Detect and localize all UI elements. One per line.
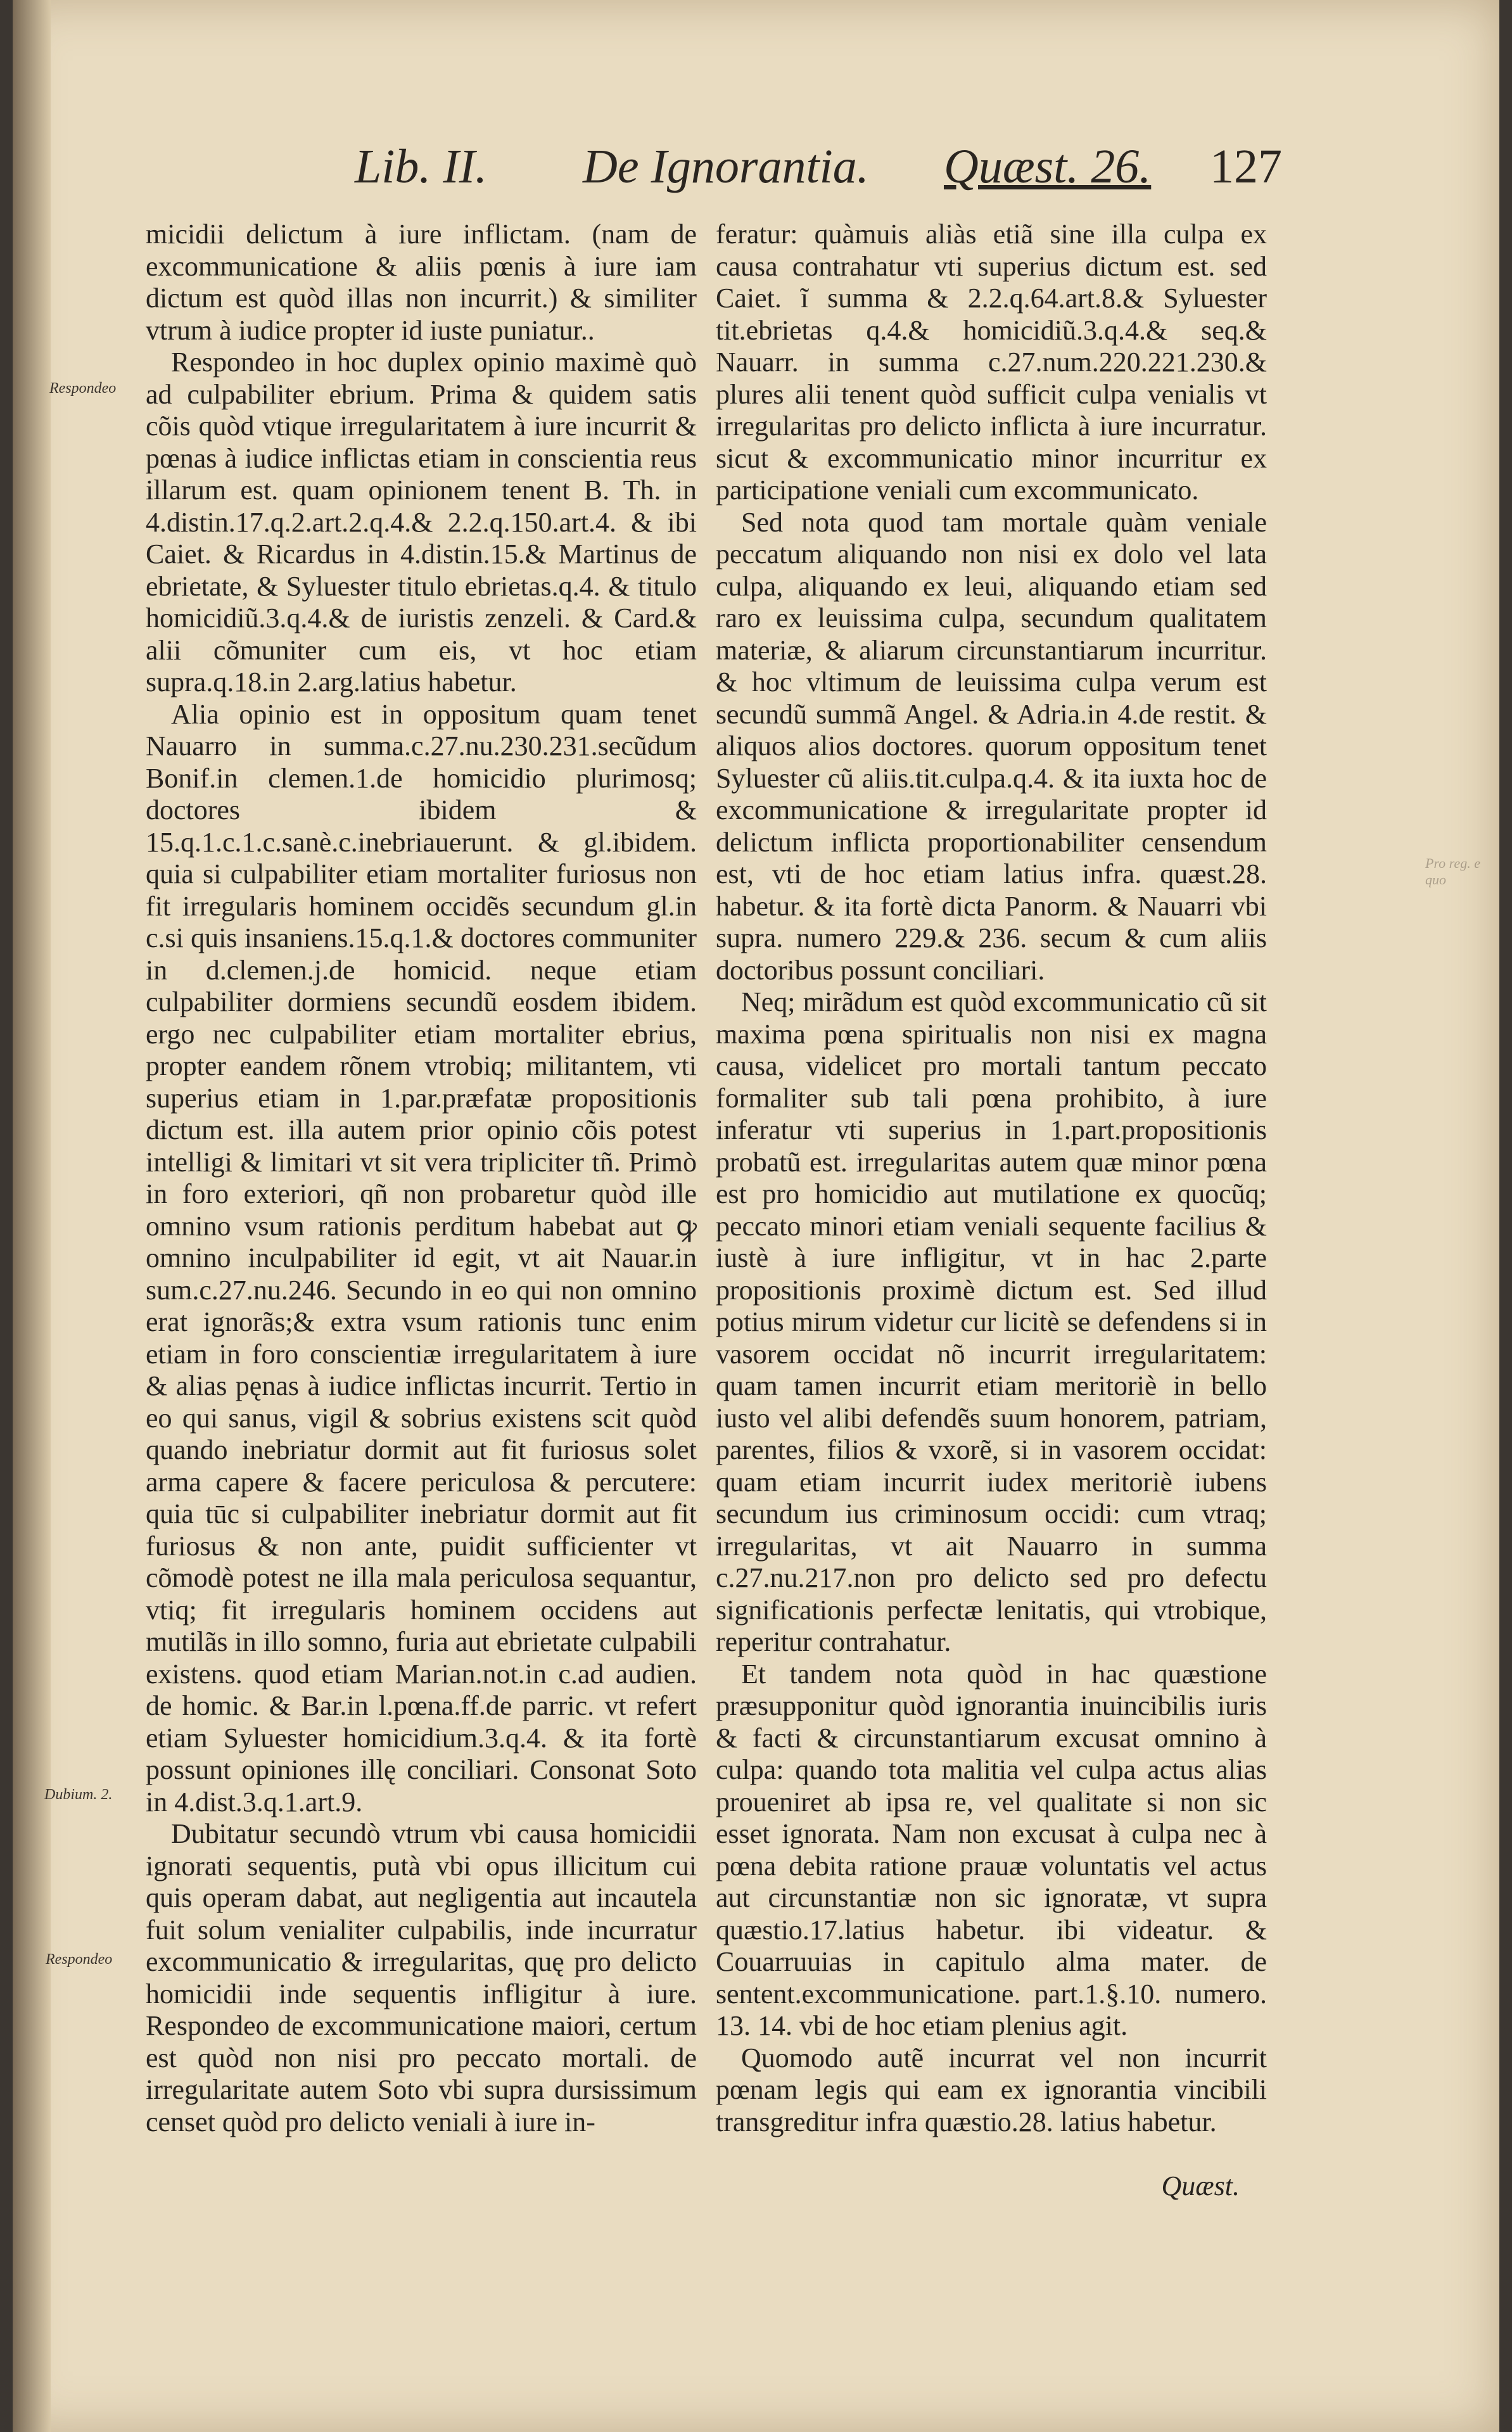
paragraph: Respondeo in hoc duplex opinio maximè quò ad culpabiliter ebrium. Prima & quidem satis cõis quòd vtique irregularitatem à iure incurrit & pœnas à iudice inflictas etiam in conscientia reus illarum est. quam opinionem tenent B. Th. in 4.distin.17.q.2.art.2.q.4.& 2.2.q.150.art.4. & ibi Caiet. & Ricardus in 4.distin.15.& Martinus de ebrietate, & Syluester titulo ebrietas.q.4. & titulo homicidiũ.3.q.4.& de iuristis zenzeli. & Card.& alii cõmuniter cum eis, vt hoc etiam supra.q.18.in 2.arg.latius habetur.	[146, 347, 697, 697]
running-header	[310, 139, 1299, 209]
paragraph: Dubitatur secundò vtrum vbi causa homicidii ignorati sequentis, putà vbi opus illicitum cui quis operam dabat, aut negligentia aut incautela fuit solum venialiter culpabilis, inde incurratur excommunicatio & irregularitas, quę pro delicto homicidii inde sequentis infligitur à iure. Respondeo de excommunicatione maiori, certum est quòd non nisi pro peccato mortali. de irregularitate autem Soto vbi supra dursissimum censet quòd pro delicto veniali à iure in-	[146, 1818, 697, 2137]
margin-note-respondeo: Respondeo	[49, 380, 117, 397]
page-gutter	[13, 0, 51, 2432]
paragraph: Et tandem nota quòd in hac quæstione præsupponitur quòd ignorantia inuincibilis iuris & facti & circunstantiarum excusat omnino à culpa: quando tota malitia vel culpa actus alias proueniret ab ipsa re, vel qualitate si non sic esset ignorata. Nam non excusat à culpa nec à pœna debita ratione prauæ voluntatis vel actus aut circunstantiæ non sic ignoratæ, vt supra quæstio.17.latius habetur. ibi videatur. & Couarruuias in capitulo alma mater. de sentent.excommunicatione. part.1.§.10. numero. 13. 14. vbi de hoc etiam plenius agit.	[716, 1658, 1267, 2041]
paragraph: Neq; mirãdum est quòd excommunicatio cũ sit maxima pœna spiritualis non nisi ex magna causa, videlicet pro mortali tantum peccato formaliter sub tali pœna prohibito, à iure inferatur vti superius in 1.part.propositionis probatũ est. irregularitas autem quæ minor pœna est pro homicidio aut mutilatione ex quocũq; peccato minori etiam veniali sequente facilius & iustè à iure infligitur, vt in hac 2.parte propositionis proximè dictum est. Sed illud potius mirum videtur cur licitè se defendens si in vasorem occidat nõ incurrit irregularitatem: quam tamen incurrit etiam meritoriè in bello iusto vel alibi defendẽs suum honorem, patriam, parentes, filios & vxorẽ, si in vasorem occidat: quam etiam incurrit iudex meritoriè iubens secundum ius criminosum occidi: cum vtraq; irregularitas, vt ait Nauarro in summa c.27.nu.217.non pro delicto sed pro defectu significationis perfectæ lenitatis, qui vtrobique, reperitur contrahatur.	[716, 986, 1267, 1657]
margin-note-dubium: Dubium. 2.	[44, 1786, 113, 1803]
right-column	[716, 219, 1267, 2138]
header-question: Quæst. 26.	[944, 140, 1152, 193]
paragraph: Sed nota quod tam mortale quàm veniale peccatum aliquando non nisi ex dolo vel lata culpa, aliquando ex leui, aliquando etiam sed raro ex leuissima culpa, secundum qualitatem materiæ, & aliarum circunstantiarum incurritur. & hoc vltimum de leuissima culpa verum est secundũ summã Angel. & Adria.in 4.de restit. & aliquos alios doctores. quorum oppositum tenet Syluester cũ aliis.tit.culpa.q.4. & ita iuxta hoc de excommunicatione & irregularitate propter id delictum inflicta proportionabiliter censendum est, vti de hoc etiam latius infra. quæst.28. habetur. & ita fortè dicta Panorm. & Nauarri vbi supra. numero 229.& 236. secum & cum aliis doctoribus possunt conciliari.	[716, 506, 1267, 986]
left-column	[146, 219, 697, 2138]
paragraph: Alia opinio est in oppositum quam tenet Nauarro in summa.c.27.nu.230.231.secũdum Bonif.in clemen.1.de homicidio plurimosq; doctores ibidem & 15.q.1.c.1.c.sanè.c.inebriauerunt. & gl.ibidem. quia si culpabiliter etiam mortaliter furiosus non fit irregularis hominem occidẽs secundum gl.in c.si quis insaniens.15.q.1.& doctores communiter in d.clemen.j.de homicid. neque etiam culpabiliter dormiens secundũ eosdem ibidem. ergo nec culpabiliter etiam mortaliter ebrius, propter eandem rõnem vtrobiq; militantem, vti superius etiam in 1.par.præfatæ propositionis dictum est. illa autem prior opinio cõis potest intelligi & limitari vt sit vera tripliciter tñ. Primò in foro exteriori, qñ non probaretur quòd ille omnino vsum rationis perditum habebat aut ꝙ omnino inculpabiliter id egit, vt ait Nauar.in sum.c.27.nu.246. Secundo in eo qui non omnino erat ignorãs;& extra vsum rationis tunc enim etiam in foro conscientiæ irregularitatem à iure & alias pęnas à iudice inflictas incurrit. Tertio in eo qui sanus, vigil & sobrius existens scit quòd quando inebriatur dormit aut fit furiosus solet arma capere & facere periculosa & percutere: quia tūc si culpabiliter inebriatur dormit aut fit furiosus & non ante, puidit sufficienter vt cõmodè potest ne illa mala periculosa sequantur, vtiq; fit irregularis hominem occidens aut mutilãs in illo somno, furia aut ebrietate culpabili existens. quod etiam Marian.not.in c.ad audien. de homic. & Bar.in l.pœna.ff.de parric. vt refert etiam Syluester homicidium.3.q.4. & ita fortè possunt opiniones illę conciliari. Consonat Soto in 4.dist.3.q.1.art.9.	[146, 698, 697, 1818]
paragraph: micidii delictum à iure inflictam. (nam de excommunicatione & aliis pœnis à iure iam dictum est quòd illas non incurrit.) & similiter vtrum à iudice propter id iuste puniatur..	[146, 219, 697, 346]
page-number: 127	[1210, 140, 1282, 193]
book-page	[13, 0, 1499, 2432]
margin-note-respondeo-2: Respondeo	[46, 1951, 113, 1968]
catchword: Quæst.	[1161, 2170, 1240, 2201]
header-book: Lib. II.	[355, 140, 487, 193]
margin-note-faded: Pro reg. e quo	[1425, 855, 1480, 888]
paragraph: Quomodo autẽ incurrat vel non incurrit pœnam legis qui eam ex ignorantia vincibili transgreditur infra quæstio.28. latius habetur.	[716, 2042, 1267, 2137]
paragraph: feratur: quàmuis aliàs etiã sine illa culpa ex causa contrahatur vti superius dictum est. sed Caiet. ĩ summa & 2.2.q.64.art.8.& Syluester tit.ebrietas q.4.& homicidiũ.3.q.4.& seq.& Nauarr. in summa c.27.num.220.221.230.& plures alii tenent quòd sufficit culpa venialis vt irregularitas pro delicto inflicta à iure incurratur. sicut & excommunicatio minor incurritur ex participatione veniali cum excommunicato.	[716, 219, 1267, 506]
header-title: De Ignorantia.	[583, 140, 869, 193]
